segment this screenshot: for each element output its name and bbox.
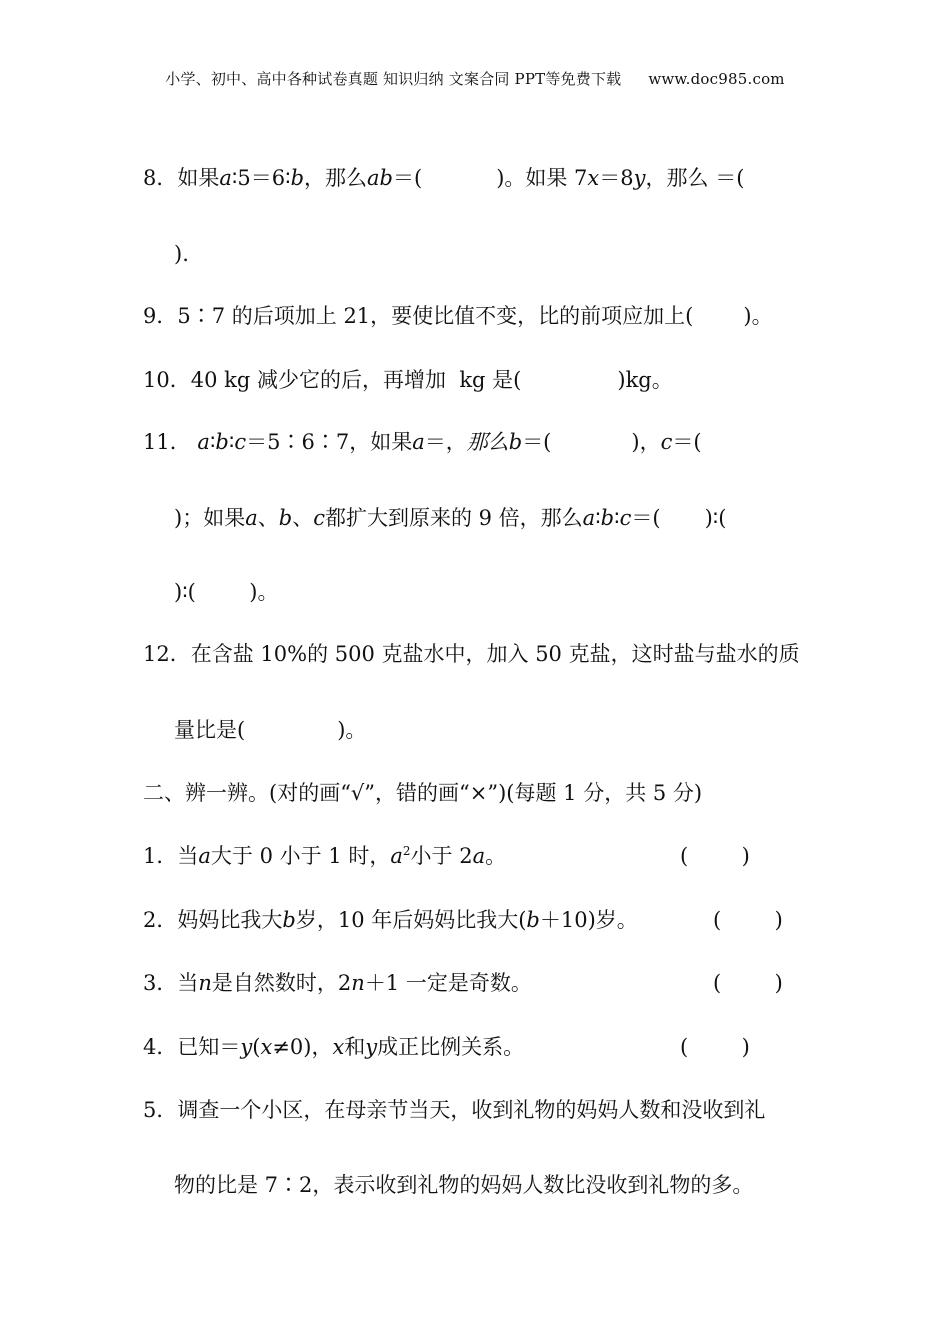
question-10 [143, 366, 673, 394]
var-b: b [600, 506, 615, 530]
q12-text: 在含盐 10%的 500 克盐水中，加入 50 克盐，这时盐与盐水的质 [190, 642, 800, 666]
ratio-sign: ∶ [209, 430, 216, 454]
q8-text: ＝8 [599, 166, 634, 190]
q11-text: ＝( [672, 430, 702, 454]
var-y: y [633, 166, 646, 190]
question-number: 5． [143, 1098, 178, 1122]
q8-text: ，那么 [304, 166, 368, 190]
var-c: c [619, 506, 632, 530]
question-number: 10． [143, 368, 191, 392]
var-c: c [660, 430, 673, 454]
answer-paren-3: ( ) [713, 971, 783, 995]
var-x: x [587, 166, 600, 190]
var-b: b [526, 908, 540, 932]
var-c: c [234, 430, 247, 454]
q8-text: )。如果 7 [496, 166, 588, 190]
question-number: 4． [143, 1035, 178, 1059]
question-number: 12． [143, 642, 191, 666]
item-text: ≠0)， [272, 1035, 333, 1059]
q11-text: ＝5∶6∶7，如果 [246, 430, 413, 454]
item-text: 当 [177, 844, 199, 868]
item-text: ＋10)岁。 [539, 908, 638, 932]
question-8-line-2: ). [174, 242, 189, 266]
q11-text: )， [631, 430, 661, 454]
ratio-sign: ∶ [614, 506, 620, 530]
q11-text: )∶( [704, 506, 727, 530]
question-number: 2． [143, 908, 178, 932]
item-text: 小于 2 [410, 844, 473, 868]
var-n: n [198, 971, 212, 995]
answer-paren-2: ( ) [713, 908, 783, 932]
item-text: 。 [485, 844, 507, 868]
item-text: 已知＝ [177, 1035, 241, 1059]
var-a: a [245, 506, 258, 530]
question-number: 8． [143, 166, 178, 190]
question-11-line-3: )∶( )。 [174, 580, 279, 604]
question-11-line-2 [174, 504, 726, 532]
item-text: 和 [344, 1035, 366, 1059]
judge-item-5-line-1 [143, 1096, 765, 1124]
section-2-heading: 二、辨一辨。(对的画“√”，错的画“×”)(每题 1 分，共 5 分) [143, 781, 703, 805]
var-a: a [198, 844, 211, 868]
header-site-url: www.doc985.com [648, 70, 785, 88]
q8-text: ＝( [392, 166, 423, 190]
ratio-sign: ∶ [228, 430, 235, 454]
item-text: 大于 0 小于 1 时， [210, 844, 391, 868]
q11-text: 、 [292, 506, 314, 530]
var-x: x [260, 1035, 273, 1059]
judge-item-3 [143, 969, 532, 997]
q9-text: 5∶7 的后项加上 21，要使比值不变，比的前项应加上( [177, 304, 694, 328]
item-text: 岁，10 年后妈妈比我大( [295, 908, 527, 932]
item-text: 成正比例关系。 [377, 1035, 525, 1059]
question-12-line-1 [143, 640, 800, 668]
var-a: a [412, 430, 425, 454]
item-text: ＋1 一定是奇数。 [364, 971, 532, 995]
question-number: 3． [143, 971, 178, 995]
ratio-sign: ∶ [595, 506, 601, 530]
var-c: c [313, 506, 325, 530]
var-b: b [508, 430, 523, 454]
item-text: ( [252, 1035, 261, 1059]
var-b: b [282, 908, 296, 932]
answer-paren-4: ( ) [680, 1035, 750, 1059]
var-b: b [278, 506, 293, 530]
q11-text: ＝( [631, 506, 661, 530]
answer-paren-1: ( ) [680, 844, 750, 868]
page-header [0, 68, 950, 89]
q10-text: )kg。 [617, 368, 673, 392]
q11-text: )；如果 [174, 506, 246, 530]
judge-item-1 [143, 842, 506, 870]
item-text: 妈妈比我大 [177, 908, 283, 932]
item-text: 调查一个小区，在母亲节当天，收到礼物的妈妈人数和没收到礼 [177, 1098, 766, 1122]
var-a: a [472, 844, 486, 868]
question-number: 11． [143, 430, 191, 454]
judge-item-5-line-2: 物的比是 7∶2，表示收到礼物的妈妈人数比没收到礼物的多。 [174, 1173, 754, 1197]
var-b: b [215, 430, 229, 454]
q11-text: ＝， [424, 430, 467, 454]
question-8-line-1 [143, 164, 744, 192]
question-9 [143, 302, 773, 330]
q12-text: )。 [337, 718, 367, 742]
question-12-line-2 [174, 716, 366, 744]
var-ab: ab [367, 166, 393, 190]
q11-text-italic: 那么 [466, 430, 509, 454]
var-y: y [240, 1035, 253, 1059]
var-a: a [197, 430, 210, 454]
var-a: a [582, 506, 596, 530]
var-a: a [390, 844, 403, 868]
var-b: b [290, 166, 305, 190]
judge-item-2 [143, 906, 638, 934]
superscript-2: 2 [402, 844, 411, 858]
q8-text: ，那么 ＝( [645, 166, 745, 190]
item-text: 当 [177, 971, 199, 995]
var-x: x [332, 1035, 345, 1059]
var-a: a [219, 166, 232, 190]
question-number: 1． [143, 844, 178, 868]
var-y: y [365, 1035, 378, 1059]
q11-text: 、 [257, 506, 279, 530]
item-text: 是自然数时，2 [211, 971, 352, 995]
q8-text: 如果 [177, 166, 220, 190]
question-11-line-1 [143, 428, 702, 456]
q8-text: ∶5＝6∶ [231, 166, 291, 190]
header-text: 小学、初中、高中各种试卷真题 知识归纳 文案合同 PPT等免费下载 [165, 70, 622, 88]
q11-text: ＝( [522, 430, 552, 454]
judge-item-4 [143, 1033, 524, 1061]
q12-text: 量比是( [174, 718, 246, 742]
question-number: 9． [143, 304, 178, 328]
q10-text: 40 kg 减少它的后，再增加 kg 是( [190, 368, 522, 392]
q11-text: 都扩大到原来的 9 倍，那么 [324, 506, 583, 530]
var-n: n [351, 971, 365, 995]
q9-text: )。 [743, 304, 773, 328]
